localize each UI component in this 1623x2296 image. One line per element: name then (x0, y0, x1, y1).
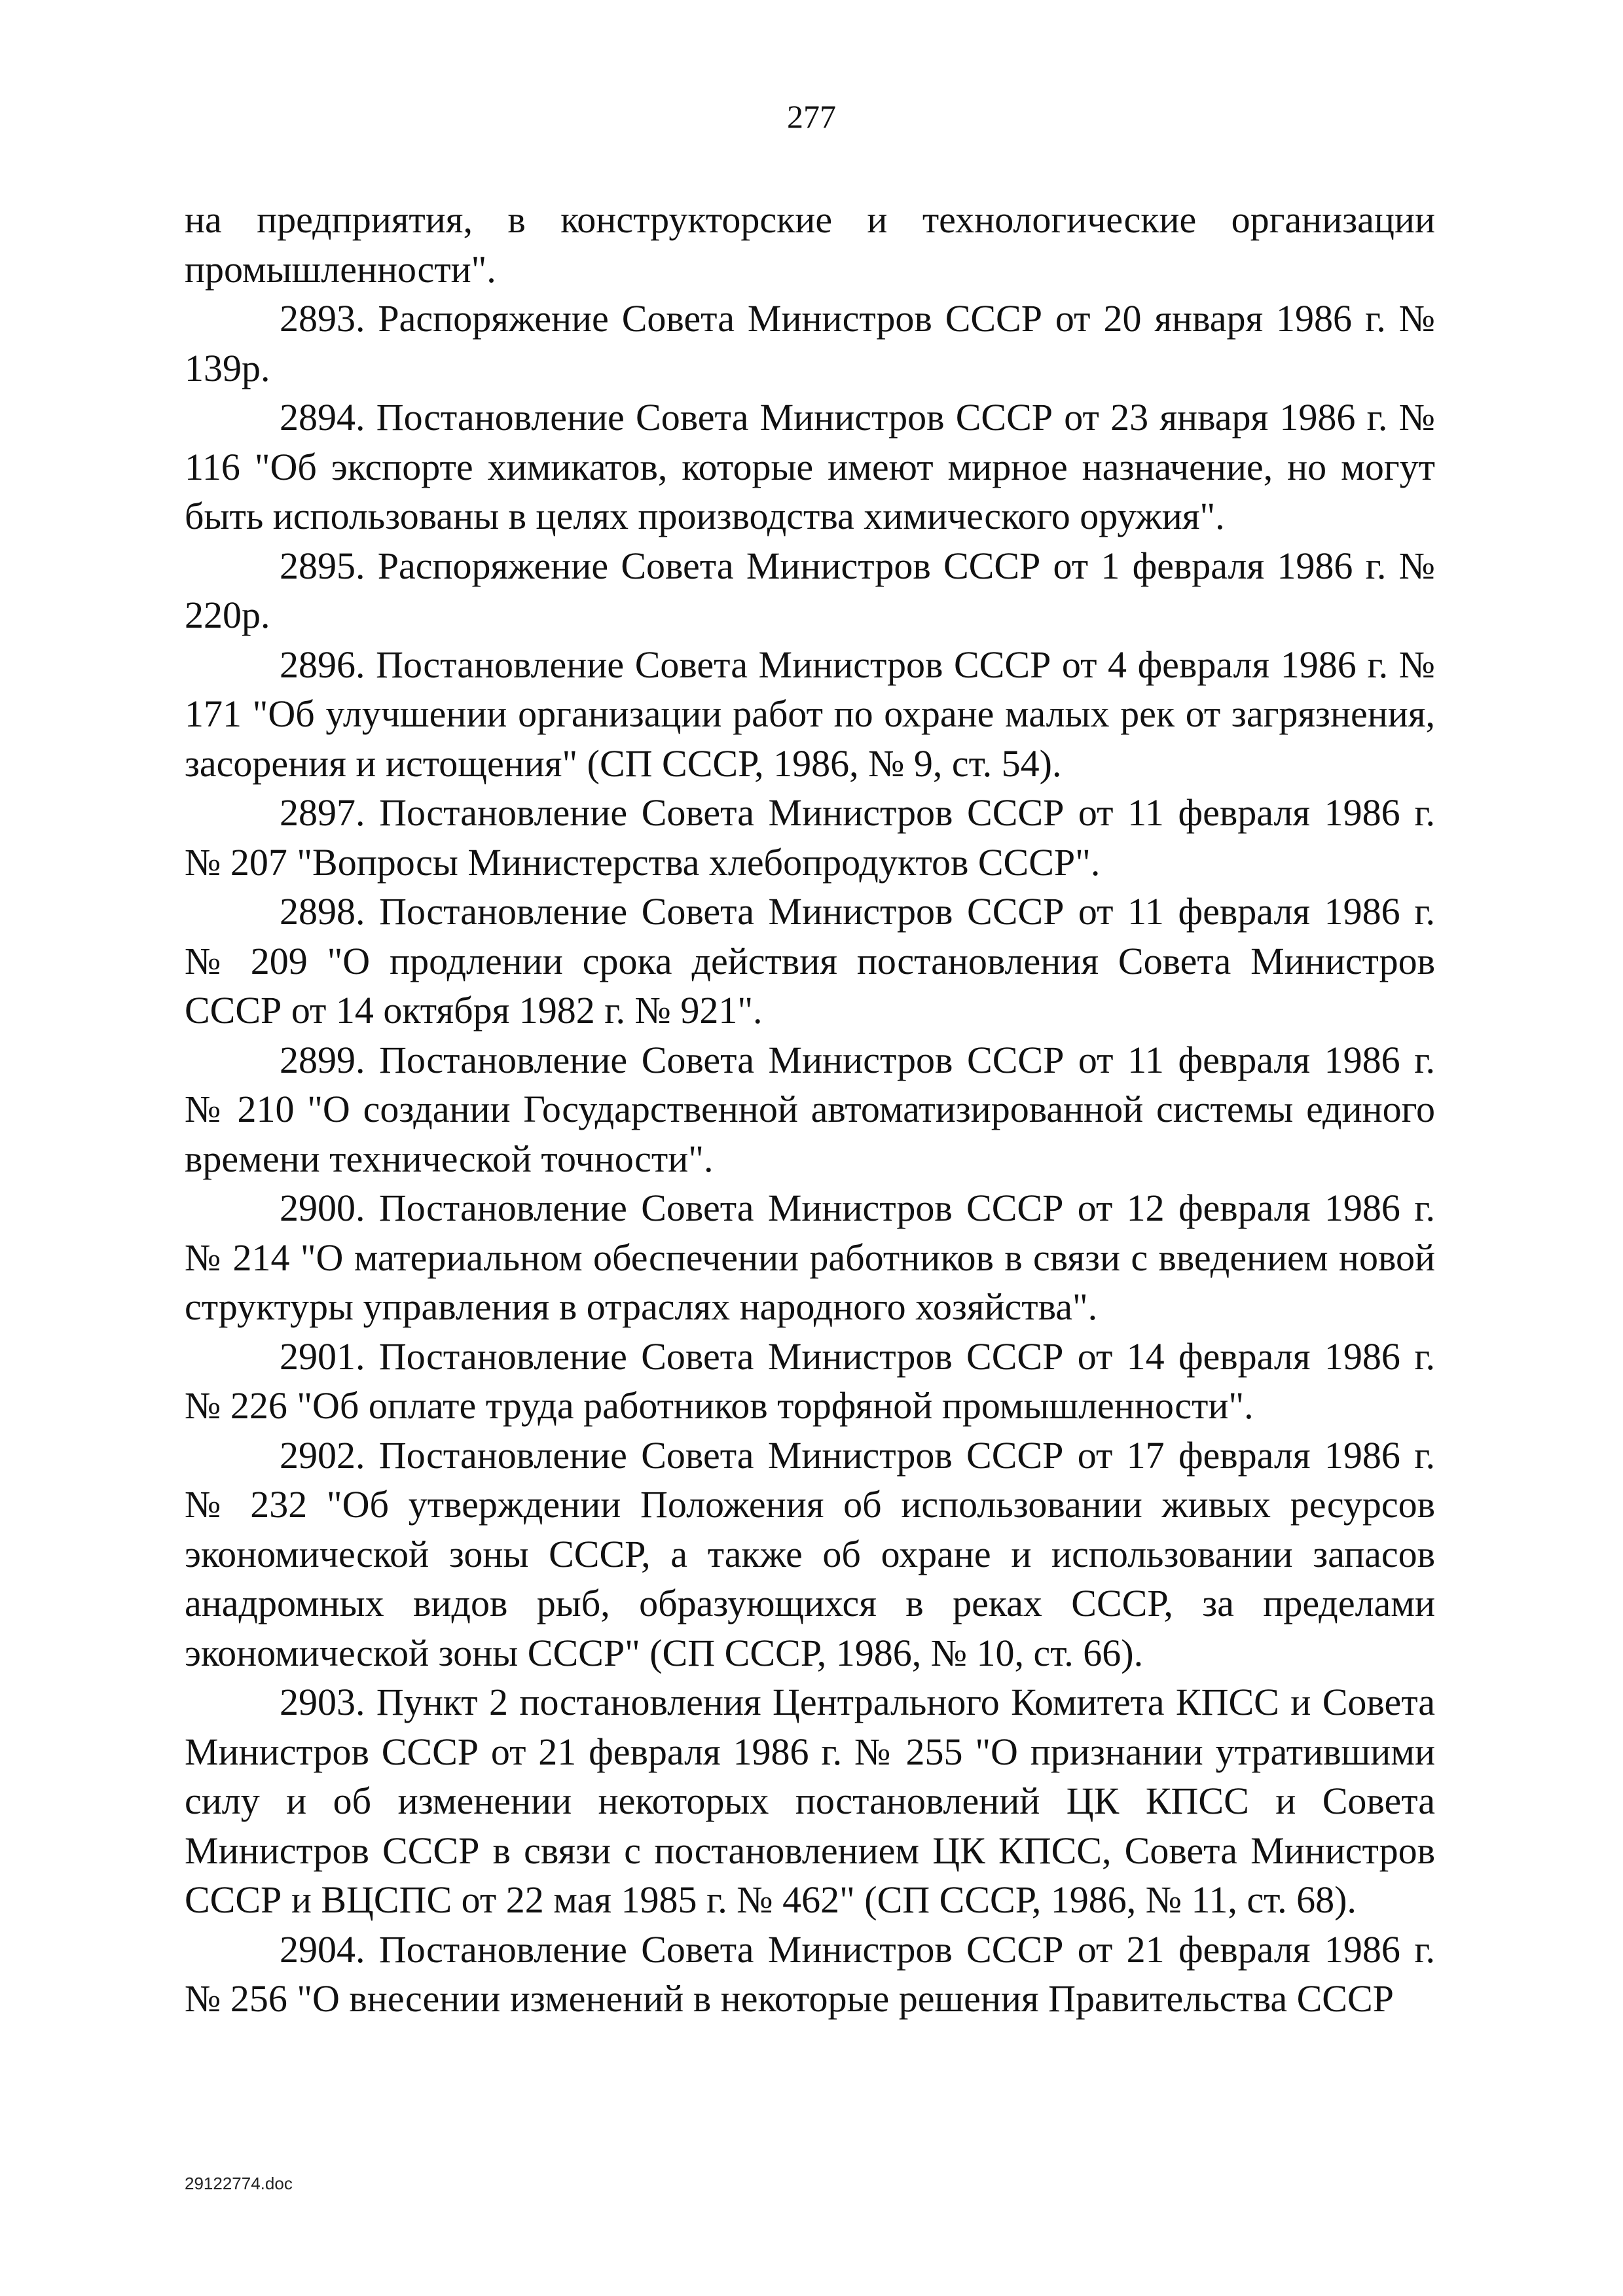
entry-2899: 2899. Постановление Совета Министров СССР от 11 февраля 1986 г. № 210 "О создании Государственной автоматизированной системы единого времени технической точности". (185, 1038, 1435, 1180)
footer-filename: 29122774.doc (185, 2174, 293, 2193)
page-number: 277 (787, 98, 836, 135)
entry-2894: 2894. Постановление Совета Министров СССР от 23 января 1986 г. № 116 "Об экспорте химикатов, которые имеют мирное назначение, но могут быть использованы в целях производства химического оружия". (185, 396, 1435, 537)
entry-2895: 2895. Распоряжение Совета Министров СССР от 1 февраля 1986 г. № 220р. (185, 544, 1435, 636)
entry-2896: 2896. Постановление Совета Министров СССР от 4 февраля 1986 г. № 171 "Об улучшении организации работ по охране малых рек от загрязнения, засорения и истощения" (СП СССР, 1986, № 9, ст. 54). (185, 643, 1435, 785)
entry-2903: 2903. Пункт 2 постановления Центрального Комитета КПСС и Совета Министров СССР от 21 февраля 1986 г. № 255 "О признании утратившими силу и об изменении некоторых постановлений ЦК КПСС и Совета Министров СССР в связи с постановлением ЦК КПСС, Совета Министров СССР и ВЦСПС от 22 мая 1985 г. № 462" (СП СССР, 1986, № 11, ст. 68). (185, 1681, 1435, 1921)
entry-2900: 2900. Постановление Совета Министров СССР от 12 февраля 1986 г. № 214 "О материальном обеспечении работников в связи с введением новой структуры управления в отраслях народного хозяйства". (185, 1187, 1435, 1328)
entry-2897: 2897. Постановление Совета Министров СССР от 11 февраля 1986 г. № 207 "Вопросы Министерства хлебопродуктов СССР". (185, 791, 1435, 884)
entry-2898: 2898. Постановление Совета Министров СССР от 11 февраля 1986 г. № 209 "О продлении срока действия постановления Совета Министров СССР от 14 октября 1982 г. № 921". (185, 890, 1435, 1031)
document-body (185, 195, 1435, 2024)
entry-2902: 2902. Постановление Совета Министров СССР от 17 февраля 1986 г. № 232 "Об утверждении Положения об использовании живых ресурсов экономической зоны СССР, а также об охране и использовании запасов анадромных видов рыб, образующихся в реках СССР, за пределами экономической зоны СССР" (СП СССР, 1986, № 10, ст. 66). (185, 1433, 1435, 1674)
continuation-paragraph: на предприятия, в конструкторские и технологические организации промышленности". (185, 198, 1435, 291)
entry-2893: 2893. Распоряжение Совета Министров СССР от 20 января 1986 г. № 139р. (185, 297, 1435, 389)
entry-2901: 2901. Постановление Совета Министров СССР от 14 февраля 1986 г. № 226 "Об оплате труда работников торфяной промышленности". (185, 1335, 1435, 1427)
entry-2904: 2904. Постановление Совета Министров СССР от 21 февраля 1986 г. № 256 "О внесении изменений в некоторые решения Правительства СССР (185, 1928, 1435, 2020)
